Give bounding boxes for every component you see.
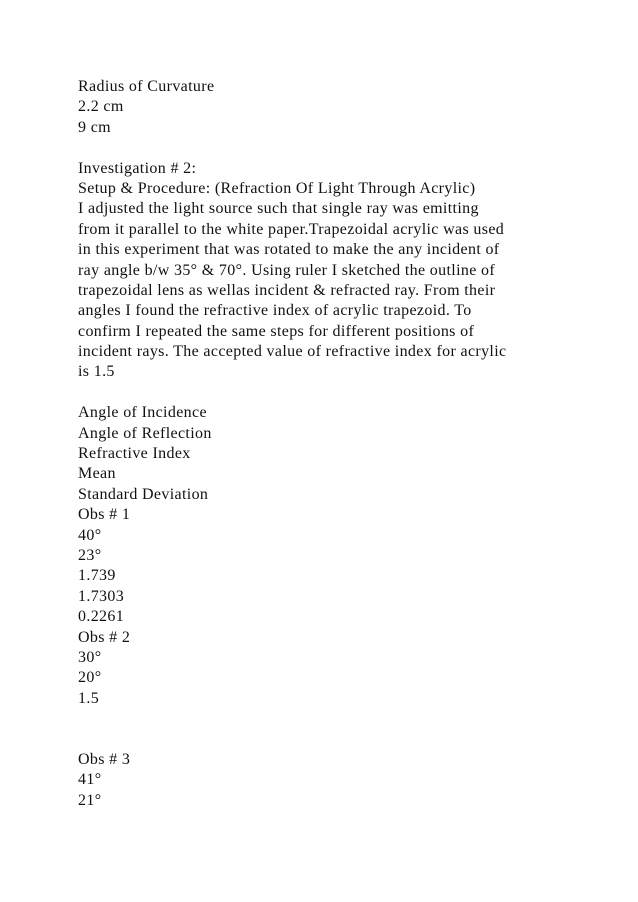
blank-line: [78, 383, 548, 403]
paragraph-line-1: I adjusted the light source such that single ray was emitting: [78, 200, 479, 218]
paragraph-line-9: is 1.5: [78, 363, 115, 381]
obs1-label: Obs # 1: [78, 506, 131, 524]
obs1-reflection: 23°: [78, 546, 102, 564]
radius-value-2: 9 cm: [78, 118, 111, 136]
header-standard-deviation: Standard Deviation: [78, 485, 209, 503]
paragraph-line-2: from it parallel to the white paper.Trapezoidal acrylic was used: [78, 220, 505, 238]
paragraph-line-7: confirm I repeated the same steps for different positions of: [78, 322, 475, 340]
blank-line: [78, 730, 548, 750]
header-angle-incidence: Angle of Incidence: [78, 404, 207, 422]
obs2-reflection: 20°: [78, 669, 102, 687]
obs2-refractive-index: 1.5: [78, 689, 100, 707]
header-refractive-index: Refractive Index: [78, 445, 191, 463]
blank-line: [78, 138, 548, 158]
obs3-reflection: 21°: [78, 791, 102, 809]
obs2-label: Obs # 2: [78, 628, 131, 646]
header-mean: Mean: [78, 465, 116, 483]
paragraph-line-8: incident rays. The accepted value of refractive index for acrylic: [78, 343, 507, 361]
radius-heading: Radius of Curvature: [78, 78, 215, 95]
setup-heading: Setup & Procedure: (Refraction Of Light Through Acrylic): [78, 179, 476, 197]
header-angle-reflection: Angle of Reflection: [78, 424, 212, 442]
paragraph-line-5: trapezoidal lens as wellas incident & refracted ray. From their: [78, 281, 496, 299]
paragraph-line-4: ray angle b/w 35° & 70°. Using ruler I sketched the outline of: [78, 261, 496, 279]
obs1-std-dev: 0.2261: [78, 608, 125, 626]
radius-value-1: 2.2 cm: [78, 98, 124, 116]
investigation-title: Investigation # 2:: [78, 159, 197, 177]
obs1-mean: 1.7303: [78, 587, 125, 605]
obs1-incidence: 40°: [78, 526, 102, 544]
document-body: [78, 77, 548, 811]
obs3-label: Obs # 3: [78, 750, 131, 768]
obs3-incidence: 41°: [78, 771, 102, 789]
blank-line: [78, 709, 548, 729]
obs1-refractive-index: 1.739: [78, 567, 116, 585]
paragraph-line-6: angles I found the refractive index of acrylic trapezoid. To: [78, 302, 472, 320]
obs2-incidence: 30°: [78, 648, 102, 666]
paragraph-line-3: in this experiment that was rotated to make the any incident of: [78, 241, 500, 259]
